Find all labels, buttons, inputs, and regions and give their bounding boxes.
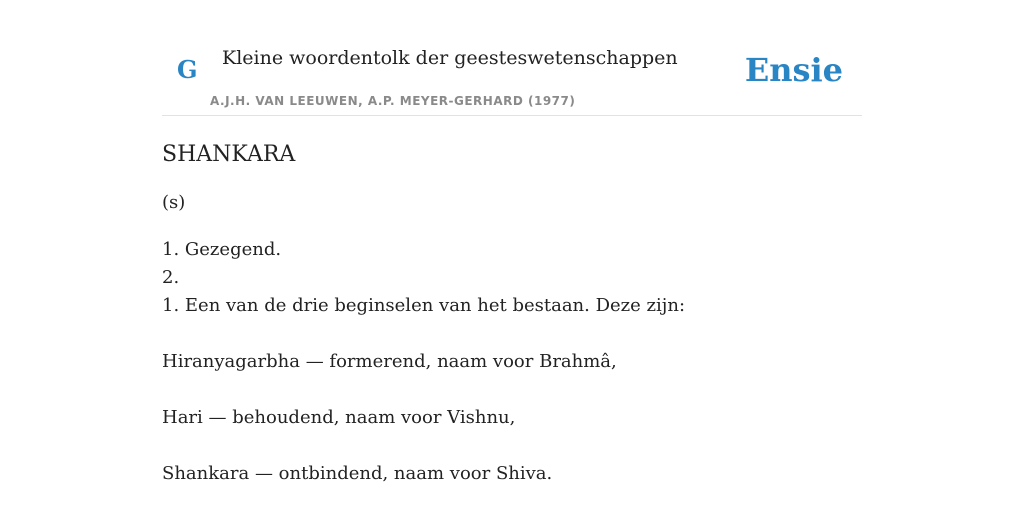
definition-blank-line (162, 432, 862, 460)
definition-line: Shankara — ontbindend, naam voor Shiva. (162, 463, 553, 484)
entry-content (162, 138, 862, 488)
definition-line: 2. (162, 267, 180, 288)
book-header (162, 36, 862, 116)
definition-blank-line (162, 320, 862, 348)
definition-line: 1. Gezegend. (162, 239, 282, 260)
book-logo-icon[interactable]: G (177, 55, 198, 84)
entry-title: SHANKARA (162, 142, 296, 167)
book-title[interactable]: Kleine woordentolk der geesteswetenschappen (222, 47, 678, 69)
entry-word-type: (s) (162, 192, 186, 213)
definition-line: Hiranyagarbha — formerend, naam voor Brahmâ, (162, 351, 617, 372)
entry-definition (162, 236, 862, 488)
book-authors: A.J.H. VAN LEEUWEN, A.P. MEYER-GERHARD (1977) (210, 94, 576, 108)
definition-line: Hari — behoudend, naam voor Vishnu, (162, 407, 516, 428)
definition-line: 1. Een van de drie beginselen van het bestaan. Deze zijn: (162, 295, 686, 316)
definition-blank-line (162, 376, 862, 404)
ensie-logo[interactable]: Ensie (744, 51, 843, 89)
